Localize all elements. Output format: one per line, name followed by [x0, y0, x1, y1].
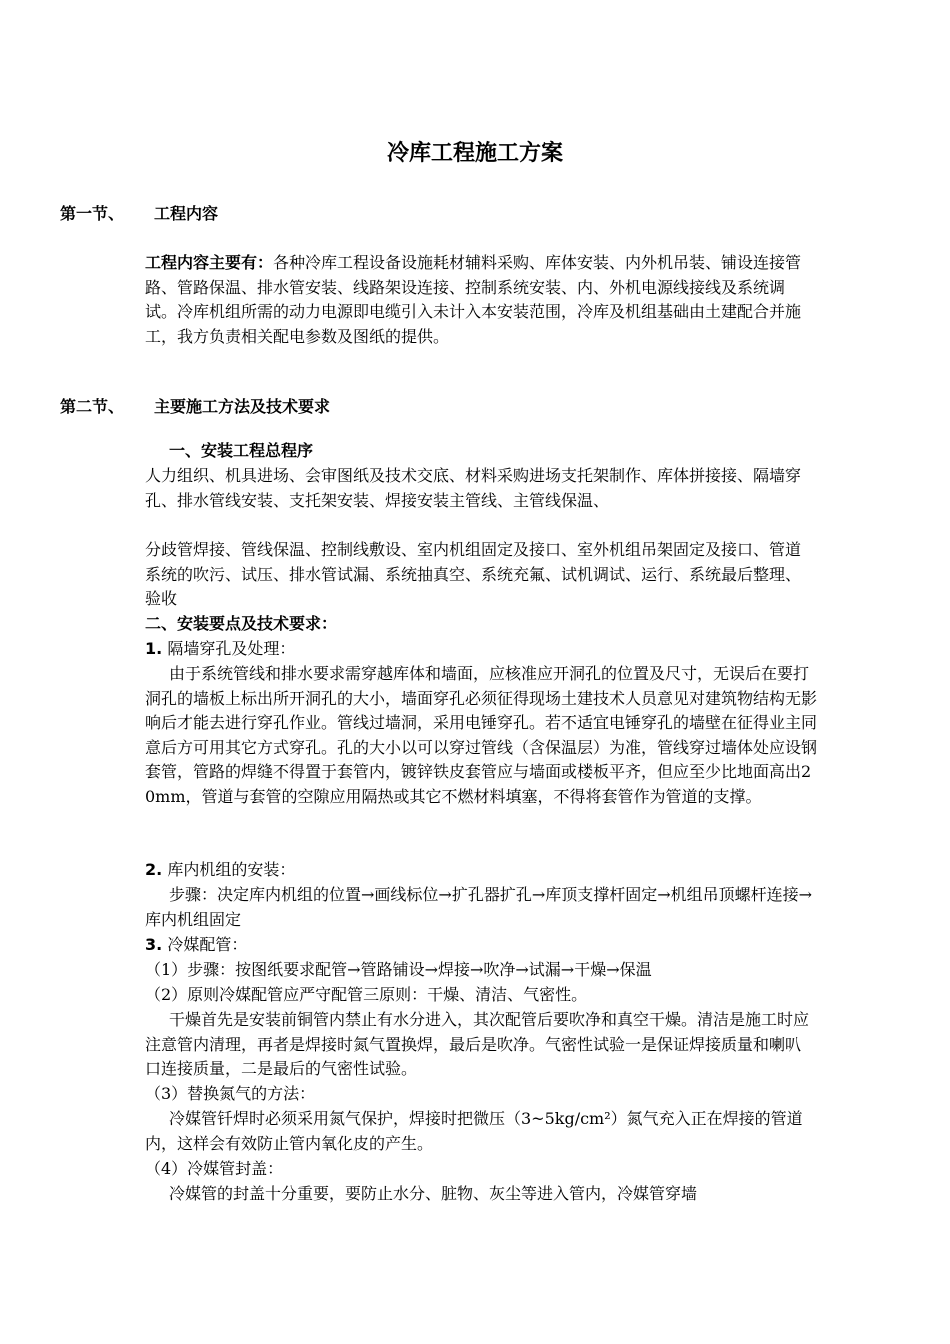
section-1-number: 第一节、	[60, 204, 125, 223]
document-title: 冷库工程施工方案	[386, 140, 563, 166]
section-1-title: 工程内容	[154, 204, 219, 223]
item-3-title: 冷媒配管：	[167, 935, 248, 954]
item-3-body-2: 干燥首先是安装前铜管内禁止有水分进入，其次配管后要吹净和真空干燥。清洁是施工时应注意管内清理，再者是焊接时氮气置换焊，最后是吹净。气密性试验一是保证焊接质量和喇叭口连接质量，二是最后的气密性试验。	[145, 1010, 810, 1078]
item-1-heading	[145, 637, 295, 662]
subsection-1-body-a: 人力组织、机具进场、会审图纸及技术交底、材料采购进场支托架制作、库体拼接接、隔墙穿孔、排水管线安装、支托架安装、焊接安装主管线、主管线保温、	[145, 466, 802, 510]
section-1-lead: 工程内容主要有：	[145, 253, 274, 272]
item-3-step-3: （3）替换氮气的方法：	[145, 1084, 316, 1103]
item-1-number: 1.	[145, 639, 163, 658]
item-2-heading	[145, 858, 295, 883]
item-1-body: 由于系统管线和排水要求需穿越库体和墙面，应核准应开洞孔的位置及尺寸，无误后在要打洞孔的墙板上标出所开洞孔的大小，墙面穿孔必须征得现场土建技术人员意见对建筑物结构无影响后才能去进行穿孔作业。管线过墙洞，采用电锤穿孔。若不适宜电锤穿孔的墙壁在征得业主同意后方可用其它方式穿孔。孔的大小以可以穿过管线（含保温层）为准，管线穿过墙体处应设钢套管，管路的焊缝不得置于套管内，镀锌铁皮套管应与墙面或楼板平齐，但应至少比地面高出20mm，管道与套管的空隙应用隔热或其它不燃材料填塞，不得将套管作为管道的支撑。	[145, 664, 818, 806]
section-2-title: 主要施工方法及技术要求	[154, 397, 331, 416]
item-3-body-4: 冷媒管的封盖十分重要，要防止水分、脏物、灰尘等进入管内，冷媒管穿墙	[169, 1184, 698, 1203]
subsection-1-heading: 一、安装工程总程序	[169, 441, 314, 460]
section-1-body: 各种冷库工程设备设施耗材辅料采购、库体安装、内外机吊装、铺设连接管路、管路保温、排水管安装、线路架设连接、控制系统安装、内、外机电源线接线及系统调试。冷库机组所需的动力电源即电缆引入未计入本安装范围，冷库及机组基础由土建配合并施工，我方负责相关配电参数及图纸的提供。	[145, 253, 802, 346]
subsection-2-heading: 二、安装要点及技术要求：	[145, 614, 338, 633]
item-2-title: 库内机组的安装：	[167, 860, 296, 879]
item-2-body: 步骤：决定库内机组的位置→画线标位→扩孔器扩孔→库顶支撑杆固定→机组吊顶螺杆连接→库内机组固定	[145, 885, 813, 929]
section-1-paragraph	[145, 251, 815, 349]
item-3-step-2: （2）原则冷媒配管应严守配管三原则：干燥、清洁、气密性。	[145, 985, 588, 1004]
item-3-step-1: （1）步骤：按图纸要求配管→管路铺设→焊接→吹净→试漏→干燥→保温	[145, 960, 652, 979]
item-3-body-3: 冷媒管钎焊时必须采用氮气保护，焊接时把微压（3~5kg/cm²）氮气充入正在焊接的管道内，这样会有效防止管内氧化皮的产生。	[145, 1109, 803, 1153]
item-2-number: 2.	[145, 860, 163, 879]
item-3-number: 3.	[145, 935, 163, 954]
item-1-title: 隔墙穿孔及处理：	[167, 639, 296, 658]
subsection-1-body-b: 分歧管焊接、管线保温、控制线敷设、室内机组固定及接口、室外机组吊架固定及接口、管道系统的吹污、试压、排水管试漏、系统抽真空、系统充氟、试机调试、运行、系统最后整理、验收	[145, 540, 802, 608]
item-3-step-4: （4）冷媒管封盖：	[145, 1159, 284, 1178]
item-3-heading	[145, 933, 247, 958]
section-2-number: 第二节、	[60, 397, 125, 416]
